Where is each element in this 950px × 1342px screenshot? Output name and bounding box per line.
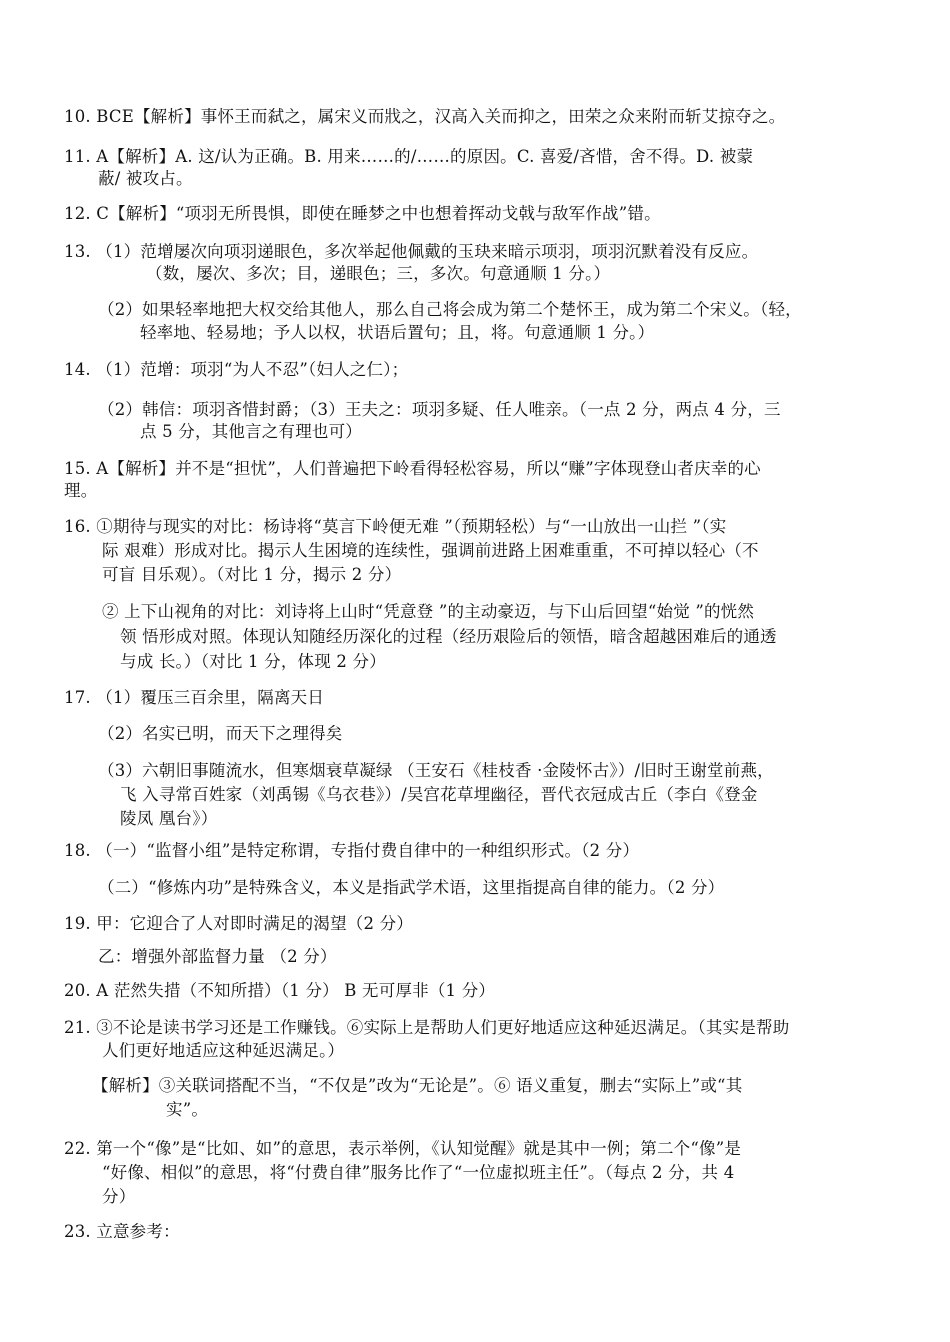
answer-11-line-2: 蔽/ 被攻占。 bbox=[98, 169, 193, 188]
answer-14-1: 14. （1）范增：项羽“为人不忍”（妇人之仁）； bbox=[64, 360, 409, 379]
answer-21-line-1: 21. ③不论是读书学习还是工作赚钱。⑥实际上是帮助人们更好地适应这种延迟满足。（其实是帮助 bbox=[64, 1018, 790, 1037]
answer-22-line-1: 22. 第一个“像”是“比如、如”的意思，表示举例，《认知觉醒》就是其中一例；第二个“像”是 bbox=[64, 1139, 742, 1158]
answer-11-line-1: 11. A【解析】A. 这/认为正确。B. 用来……的/……的原因。C. 喜爱/吝惜，舍不得。D. 被蒙 bbox=[64, 147, 754, 166]
answer-17-2: （2）名实已明，而天下之理得矣 bbox=[98, 724, 343, 743]
answer-15-line-1: 15. A【解析】并不是“担忧”，人们普遍把下岭看得轻松容易，所以“赚”字体现登山者庆幸的心 bbox=[64, 459, 761, 478]
answer-16-2-line-2: 领 悟形成对照。体现认知随经历深化的过程（经历艰险后的领悟，暗含超越困难后的通透 bbox=[120, 627, 777, 646]
answer-15-line-2: 理。 bbox=[64, 481, 98, 500]
answer-22-line-3: 分） bbox=[102, 1187, 136, 1206]
answer-14-2-line-1: （2）韩信：项羽吝惜封爵；（3）王夫之：项羽多疑、任人唯亲。（一点 2 分，两点 4 分，三 bbox=[98, 400, 781, 419]
answer-13-2-line-2: 轻率地、轻易地；予人以权，状语后置句；且，将。句意通顺 1 分。） bbox=[140, 323, 655, 342]
answer-17-3-line-1: （3）六朝旧事随流水，但寒烟衰草凝绿 （王安石《桂枝香 ·金陵怀古》）/旧时王谢堂前燕， bbox=[98, 761, 774, 780]
answer-10: 10. BCE【解析】事怀王而弑之，属宋义而戕之，汉高入关而抑之，田荣之众来附而斩艾掠夺之。 bbox=[64, 107, 786, 126]
answer-21-note-line-2: 实”。 bbox=[166, 1100, 209, 1119]
answer-16-2-line-1: ② 上下山视角的对比：刘诗将上山时“凭意登 ”的主动豪迈，与下山后回望“始觉 ”的恍然 bbox=[102, 602, 755, 621]
answer-13-2-line-1: （2）如果轻率地把大权交给其他人，那么自己将会成为第二个楚怀王，成为第二个宋义。（轻， bbox=[98, 300, 802, 319]
answer-16-1-line-2: 际 艰难）形成对比。揭示人生困境的连续性，强调前进路上困难重重，不可掉以轻心（不 bbox=[102, 541, 759, 560]
answer-21-line-2: 人们更好地适应这种延迟满足。） bbox=[102, 1041, 345, 1060]
answer-13-1-line-2: （数，屡次、多次；目，递眼色；三，多次。句意通顺 1 分。） bbox=[146, 264, 611, 283]
answer-18-1: 18. （一）“监督小组”是特定称谓，专指付费自律中的一种组织形式。（2 分） bbox=[64, 841, 640, 860]
answer-16-1-line-1: 16. ①期待与现实的对比：杨诗将“莫言下岭便无难 ”（预期轻松）与“一山放出一山拦 ”（实 bbox=[64, 517, 727, 536]
answer-17-3-line-2: 飞 入寻常百姓家（刘禹锡《乌衣巷》）/吴宫花草埋幽径，晋代衣冠成古丘（李白《登金 bbox=[120, 785, 758, 804]
answer-18-2: （二）“修炼内功”是特殊含义，本义是指武学术语，这里指提高自律的能力。（2 分） bbox=[98, 878, 725, 897]
answer-17-1: 17. （1）覆压三百余里，隔离天日 bbox=[64, 688, 325, 707]
answer-21-note-line-1: 【解析】③关联词搭配不当，“不仅是”改为“无论是”。⑥ 语义重复，删去“实际上”或“其 bbox=[92, 1076, 743, 1095]
answer-22-line-2: “好像、相似”的意思，将“付费自律”服务比作了“一位虚拟班主任”。（每点 2 分，共 4 bbox=[102, 1163, 735, 1182]
answer-13-1-line-1: 13. （1）范增屡次向项羽递眼色，多次举起他佩戴的玉玦来暗示项羽，项羽沉默着没有反应。 bbox=[64, 242, 759, 261]
answer-23: 23. 立意参考： bbox=[64, 1222, 180, 1241]
answer-17-3-line-3: 陵凤 凰台》） bbox=[120, 809, 218, 828]
answer-14-2-line-2: 点 5 分，其他言之有理也可） bbox=[140, 422, 362, 441]
answer-16-2-line-3: 与成 长。）（对比 1 分，体现 2 分） bbox=[120, 652, 386, 671]
answer-20: 20. A 茫然失措（不知所措）（1 分） B 无可厚非（1 分） bbox=[64, 981, 496, 1000]
answer-19-1: 19. 甲：它迎合了人对即时满足的渴望（2 分） bbox=[64, 914, 414, 933]
answer-16-1-line-3: 可盲 目乐观）。（对比 1 分，揭示 2 分） bbox=[102, 565, 402, 584]
answer-19-2: 乙：增强外部监督力量 （2 分） bbox=[98, 947, 337, 966]
answer-12: 12. C【解析】“项羽无所畏惧，即使在睡梦之中也想着挥动戈戟与敌军作战”错。 bbox=[64, 204, 661, 223]
